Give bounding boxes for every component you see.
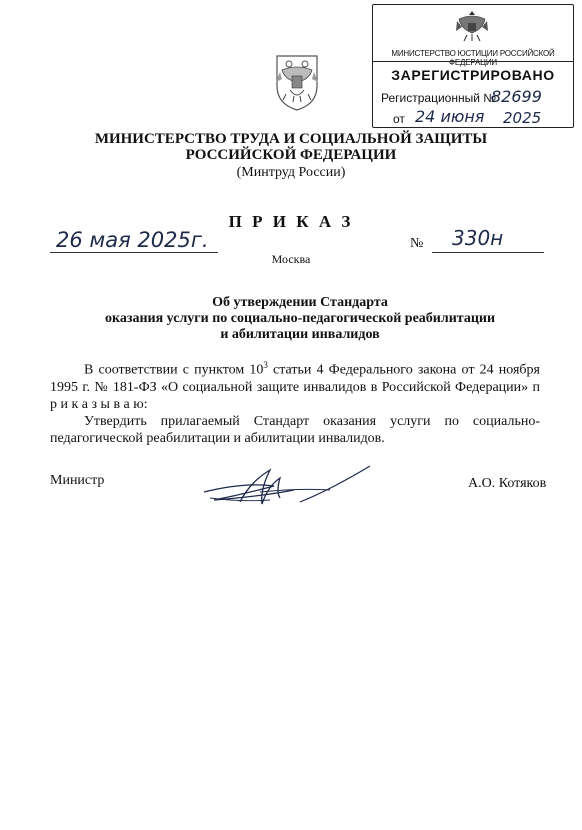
order-number-label: № [410,236,424,251]
document-title [60,295,540,343]
city: Москва [271,252,311,266]
stamp-registered-text: ЗАРЕГИСТРИРОВАНО [391,67,555,83]
coat-of-arms-emblem-icon [272,50,322,112]
title-line-2: оказания услуги по социально-педагогической реабилитации [104,311,496,326]
stamp-date-label: от [393,112,405,126]
handwritten-signature-icon [200,462,380,518]
signer-position: Министр [50,473,105,488]
registration-stamp [372,4,574,128]
paragraph-1-end: статьи 4 Федерального закона от 24 ноября 1995 г. № 181-ФЗ «О социальной защите инвалидов в Российской Федерации» п р и к а з ы в а ю: [50,362,540,412]
order-number: 330н [452,226,504,250]
ministry-name [0,131,582,163]
document-body [50,357,540,447]
stamp-reg-number-label: Регистрационный № [381,91,497,105]
paragraph-1 [50,357,540,413]
paragraph-1-superscript: 3 [263,360,268,370]
paragraph-1-start: В соответствии с пунктом 10 [84,362,264,378]
stamp-divider [373,61,573,62]
stamp-eagle-icon [455,9,489,43]
title-line-1: Об утверждении Стандарта [212,295,388,310]
title-line-3: и абилитации инвалидов [220,327,380,342]
order-date: 26 мая 2025г. [56,228,209,252]
stamp-ministry-text: МИНИСТЕРСТВО ЮСТИЦИИ РОССИЙСКОЙ ФЕДЕРАЦИИ [391,49,555,67]
stamp-reg-number: 82699 [491,87,542,106]
ministry-line-1: МИНИСТЕРСТВО ТРУДА И СОЦИАЛЬНОЙ ЗАЩИТЫ [94,131,488,147]
signer-name: А.О. Котяков [468,476,547,491]
paragraph-2: Утвердить прилагаемый Стандарт оказания услуги по социально-педагогической реабилитации и абилитации инвалидов. [50,413,540,446]
stamp-date-value: 24 июня [415,107,485,126]
ministry-short-name: (Минтруд России) [236,165,346,180]
document-type: П Р И К А З [228,212,354,231]
stamp-year: 2025 [503,109,542,127]
ministry-line-2: РОССИЙСКОЙ ФЕДЕРАЦИИ [185,147,397,163]
